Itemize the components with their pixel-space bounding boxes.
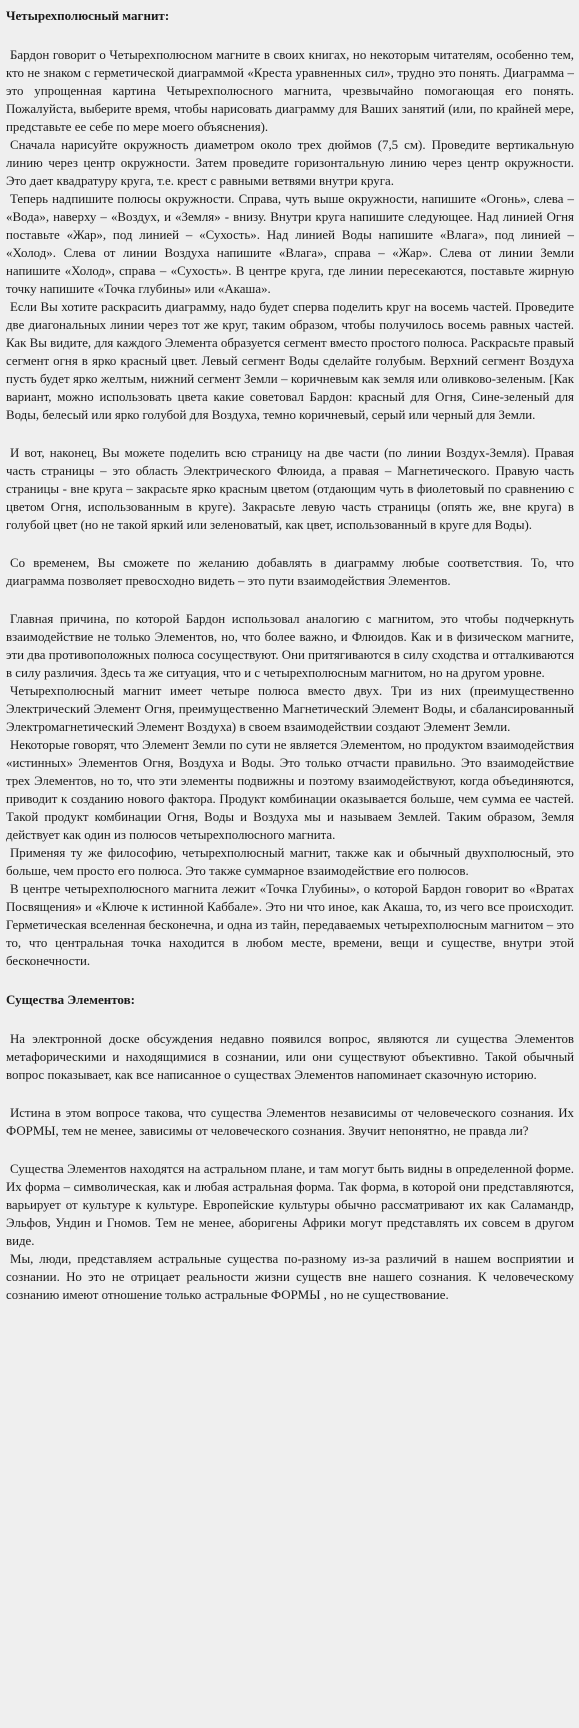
spacer: [6, 1140, 574, 1160]
spacer: [6, 590, 574, 610]
section-title-magnet: Четырехполюсный магнит:: [6, 8, 170, 23]
spacer: [6, 26, 574, 46]
paragraph: Главная причина, по которой Бардон использовал аналогию с магнитом, это чтобы подчеркнуть взаимодействие не только Элементов, но, что более важно, и Флюидов. Как и в физическом магните, эти два противоположных полюса сосуществуют. Они притягиваются в силу сходства и отталкиваются в силу различия. Здесь та же ситуация, что и с четырехполюсным магнитом, но на другом уровне.: [6, 612, 574, 680]
paragraph: Истина в этом вопросе такова, что существа Элементов независимы от человеческого сознания. Их ФОРМЫ, тем не менее, зависимы от человеческого сознания. Звучит непонятно, не правда ли?: [6, 1106, 574, 1138]
spacer: [6, 1010, 574, 1030]
paragraph: Если Вы хотите раскрасить диаграмму, надо будет сперва поделить круг на восемь частей. Проведите две диагональных линии через тот же круг, таким образом, чтобы получилось восемь равных частей. Как Вы видите, для каждого Элемента образуется сегмент вместо простого полюса. Раскрасьте правый сегмент огня в ярко красный цвет. Левый сегмент Воды сделайте голубым. Верхний сегмент Воздуха пусть будет ярко желтым, нижний сегмент Земли – коричневым как земля или оливково-зеленым. [Как вариант, можно использовать цвета какие советовал Бардон: красный для Огня, Сине-зеленый для Воды, белесый или ярко голубой для Воздуха, темно коричневый, серый или черный для Земли.: [6, 300, 574, 422]
paragraph: В центре четырехполюсного магнита лежит «Точка Глубины», о которой Бардон говорит во «Вратах Посвящения» и «Ключе к истинной Каббале». Это ни что иное, как Акаша, то, из чего все происходит. Герметическая вселенная бесконечна, и одна из тайн, передаваемых четырехполюсным магнитом – это то, что центральная точка находится в любом месте, времени, вещи и существе, внутри этой бесконечности.: [6, 882, 574, 968]
paragraph: Применяя ту же философию, четырехполюсный магнит, также как и обычный двухполюсный, это больше, чем просто его полюса. Это также суммарное взаимодействие его полюсов.: [6, 846, 574, 878]
paragraph: Со временем, Вы сможете по желанию добавлять в диаграмму любые соответствия. То, что диаграмма позволяет превосходно видеть – это пути взаимодействия Элементов.: [6, 556, 574, 588]
paragraph: Четырехполюсный магнит имеет четыре полюса вместо двух. Три из них (преимущественно Электрический Элемент Огня, преимущественно Магнетический Элемент Воды, и сбалансированный Электромагнетический Элемент Воздуха) в своем взаимодействии создают Элемент Земли.: [6, 684, 574, 734]
paragraph: На электронной доске обсуждения недавно появился вопрос, являются ли существа Элементов метафорическими и находящимися в сознании, или они существуют объективно. Такой обычный вопрос показывает, как все написанное о существах Элементов напоминает сказочную историю.: [6, 1032, 574, 1082]
paragraph: И вот, наконец, Вы можете поделить всю страницу на две части (по линии Воздух-Земля). Правая часть страницы – это область Электрического Флюида, а правая – Магнетического. Правую часть страницы - вне круга – закрасьте ярко красным цветом (отдающим чуть в фиолетовый по сравнению с цветом Огня, использованным в круге). Закрасьте левую часть страницы (опять же, вне круга) в голубой цвет (но не такой яркий или зеленоватый, как цвет, использованный в круге для Воды).: [6, 446, 574, 532]
section-title-beings: Существа Элементов:: [6, 992, 135, 1007]
paragraph: Существа Элементов находятся на астральном плане, и там могут быть видны в определенной форме. Их форма – символическая, как и любая астральная форма. Так форма, в которой они представляются, варьирует от культуре к культуре. Европейские культуры обычно рассматривают их как Саламандр, Эльфов, Ундин и Гномов. Тем не менее, аборигены Африки могут представлять их совсем в другом виде.: [6, 1162, 574, 1248]
paragraph: Сначала нарисуйте окружность диаметром около трех дюймов (7,5 см). Проведите вертикальную линию через центр окружности. Затем проведите горизонтальную линию через центр окружности. Это дает квадратуру круга, т.е. крест с равными ветвями внутри круга.: [6, 138, 574, 188]
paragraph: Теперь надпишите полюсы окружности. Справа, чуть выше окружности, напишите «Огонь», слева – «Вода», наверху – «Воздух, и «Земля» - внизу. Внутри круга напишите следующее. Над линией Огня поставьте «Жар», под линией – «Сухость». Над линией Воды напишите «Влага», под линией – «Холод». Слева от линии Воздуха напишите «Влага», справа – «Жар». Слева от линии Земли напишите «Холод», справа – «Сухость». В центре круга, где линии пересекаются, поставьте жирную точку напишите «Точка глубины» или «Акаша».: [6, 192, 574, 296]
paragraph: Некоторые говорят, что Элемент Земли по сути не является Элементом, но продуктом взаимодействия «истинных» Элементов Огня, Воздуха и Воды. Это только отчасти правильно. Это взаимодействие трех Элементов, но то, что эти элементы подвижны и поэтому взаимодействуют, когда объединяются, приводит к созданию нового фактора. Продукт комбинации оказывается больше, чем сумма ее частей. Такой продукт комбинации Огня, Воды и Воздуха мы и называем Землей. Таким образом, Земля действует как один из полюсов четырехполюсного магнита.: [6, 738, 574, 842]
paragraph: Бардон говорит о Четырехполюсном магните в своих книгах, но некоторым читателям, особенно тем, кто не знаком с герметической диаграммой «Креста уравненных сил», трудно это понять. Диаграмма – это упрощенная картина Четырехполюсного магнита, чрезвычайно помогающая его понять. Пожалуйста, выберите время, чтобы нарисовать диаграмму для Ваших занятий (или, по крайней мере, представьте ее себе по мере моего объяснения).: [6, 48, 574, 134]
paragraph: Мы, люди, представляем астральные существа по-разному из-за различий в нашем восприятии и сознании. Но это не отрицает реальности жизни существ вне нашего сознания. К человеческому сознанию имеют отношение только астральные ФОРМЫ , но не существование.: [6, 1252, 574, 1302]
spacer: [6, 534, 574, 554]
spacer: [6, 424, 574, 444]
spacer: [6, 970, 574, 990]
spacer: [6, 1084, 574, 1104]
